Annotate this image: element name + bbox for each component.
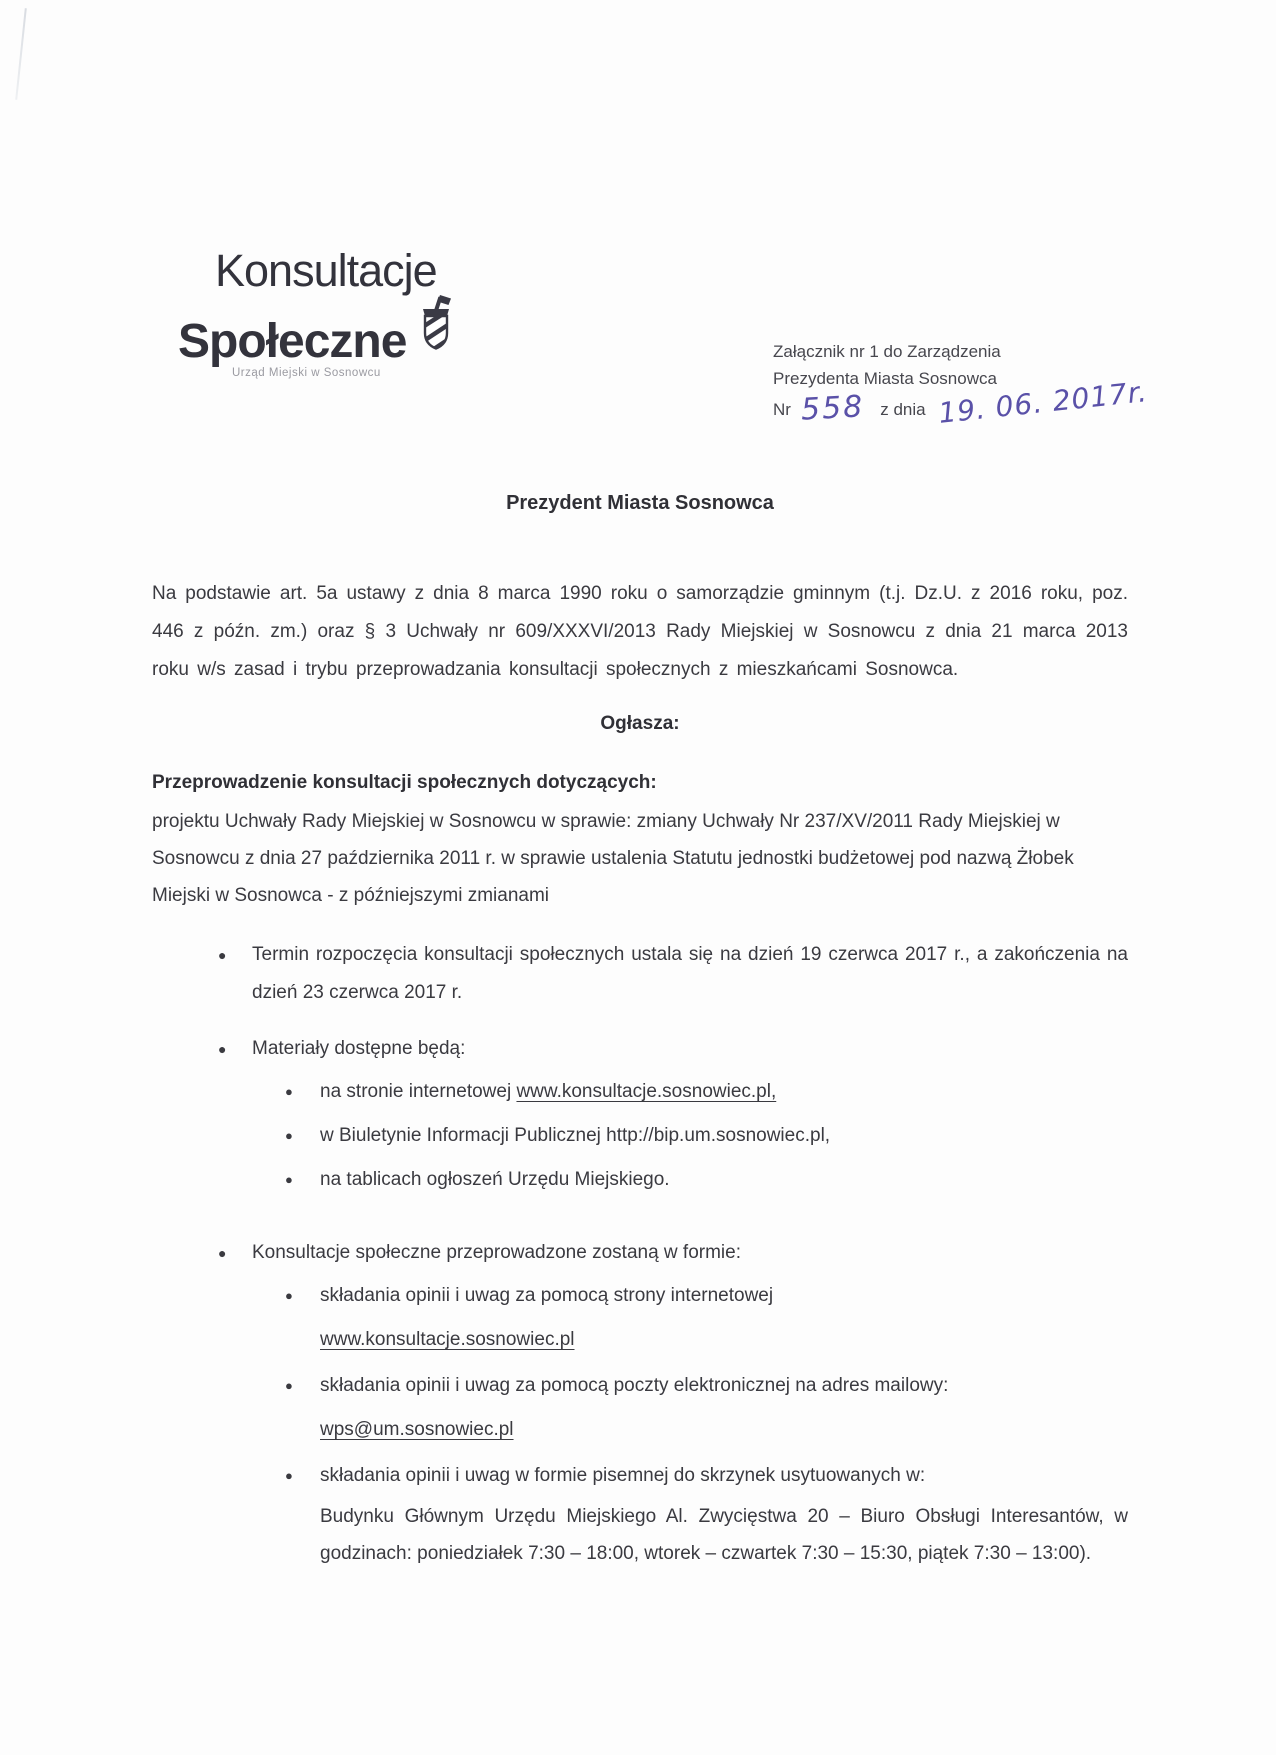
list-item <box>152 1454 1128 1572</box>
attachment-date-label: z dnia <box>880 400 926 419</box>
list-item-materials <box>152 1030 1128 1068</box>
list-item <box>152 1070 1128 1114</box>
logo-subtitle: Urząd Miejski w Sosnowcu <box>232 367 381 379</box>
attachment-note <box>773 338 1149 430</box>
list-item <box>152 1274 1128 1362</box>
attachment-nr-label: Nr <box>773 400 791 419</box>
bullet-icon: ● <box>285 1468 293 1483</box>
list-item-term <box>152 936 1128 1012</box>
materials-item-3-text: na tablicach ogłoszeń Urzędu Miejskiego. <box>320 1169 670 1190</box>
forms-sublist <box>152 1274 1128 1572</box>
logo-line2: Społeczne <box>178 315 407 368</box>
subject-paragraph: projektu Uchwały Rady Miejskiej w Sosnowcu w sprawie: zmiany Uchwały Nr 237/XV/2011 Rady Miejskiej w Sosnowcu z dnia 27 października 2011 r. w sprawie ustalenia Statutu jednostki budżetowej pod nazwą Żłobek Miejski w Sosnowca - z późniejszymi zmianami <box>152 811 1074 906</box>
forms-item-3-text: składania opinii i uwag w formie pisemnej do skrzynek usytuowanych w: <box>320 1465 926 1486</box>
intro-paragraph: Na podstawie art. 5a ustawy z dnia 8 marca 1990 roku o samorządzie gminnym (t.j. Dz.U. z 2016 roku, poz. 446 z późn. zm.) oraz § 3 Uchwały nr 609/XXXVI/2013 Rady Miejskiej w Sosnowcu z dnia 21 marca 2013 roku w/s zasad i trybu przeprowadzania konsultacji społecznych z mieszkańcami Sosnowca. <box>152 583 1128 680</box>
bullet-icon: ● <box>285 1288 293 1303</box>
forms-item-2-link: wps@um.sosnowiec.pl <box>320 1419 514 1440</box>
document-body <box>152 492 1128 1572</box>
bullet-icon: ● <box>285 1378 293 1393</box>
sosnowiec-crest-icon <box>416 294 456 370</box>
materials-item-1-text: na stronie internetowej <box>320 1081 517 1102</box>
bullet-icon: ● <box>285 1172 293 1187</box>
bullet-icon: ● <box>285 1084 293 1099</box>
scan-artifact <box>15 8 27 100</box>
subject-heading: Przeprowadzenie konsultacji społecznych dotyczących: <box>152 772 657 793</box>
bullet-icon: ● <box>285 1128 293 1143</box>
forms-item-1-text: składania opinii i uwag za pomocą strony internetowej <box>320 1285 774 1306</box>
document-title: Prezydent Miasta Sosnowca <box>506 492 774 514</box>
bullet-icon: ● <box>218 1041 227 1057</box>
list-item-forms <box>152 1234 1128 1272</box>
bullet-icon: ● <box>218 947 227 963</box>
announce-heading: Ogłasza: <box>600 713 680 734</box>
list-item <box>152 1114 1128 1158</box>
forms-item-3-detail: Budynku Głównym Urzędu Miejskiego Al. Zwycięstwa 20 – Biuro Obsługi Interesantów, w godzinach: poniedziałek 7:30 – 18:00, wtorek – czwartek 7:30 – 15:30, piątek 7:30 – 13:00). <box>320 1506 1128 1564</box>
bullet-icon: ● <box>218 1245 227 1261</box>
handwritten-date: 19. 06. 2017r. <box>936 375 1149 430</box>
forms-label-text: Konsultacje społeczne przeprowadzone zostaną w formie: <box>252 1242 741 1263</box>
materials-item-2-text: w Biuletynie Informacji Publicznej http://bip.um.sosnowiec.pl, <box>320 1125 831 1146</box>
term-text: Termin rozpoczęcia konsultacji społecznych ustala się na dzień 19 czerwca 2017 r., a zakończenia na dzień 23 czerwca 2017 r. <box>252 944 1128 1003</box>
list-item <box>152 1158 1128 1202</box>
list-item <box>152 1364 1128 1452</box>
attachment-line1: Załącznik nr 1 do Zarządzenia <box>773 342 1001 361</box>
forms-item-1-link: www.konsultacje.sosnowiec.pl <box>320 1329 575 1350</box>
forms-item-2-text: składania opinii i uwag za pomocą poczty elektronicznej na adres mailowy: <box>320 1375 949 1396</box>
konsultacje-spoleczne-logo <box>178 245 456 379</box>
materials-item-1-link: www.konsultacje.sosnowiec.pl, <box>516 1081 777 1102</box>
materials-label-text: Materiały dostępne będą: <box>252 1038 466 1059</box>
materials-sublist <box>152 1070 1128 1202</box>
logo-line1: Konsultacje <box>215 245 437 296</box>
attachment-line2: Prezydenta Miasta Sosnowca <box>773 369 997 388</box>
handwritten-ordinance-number: 558 <box>800 389 866 428</box>
